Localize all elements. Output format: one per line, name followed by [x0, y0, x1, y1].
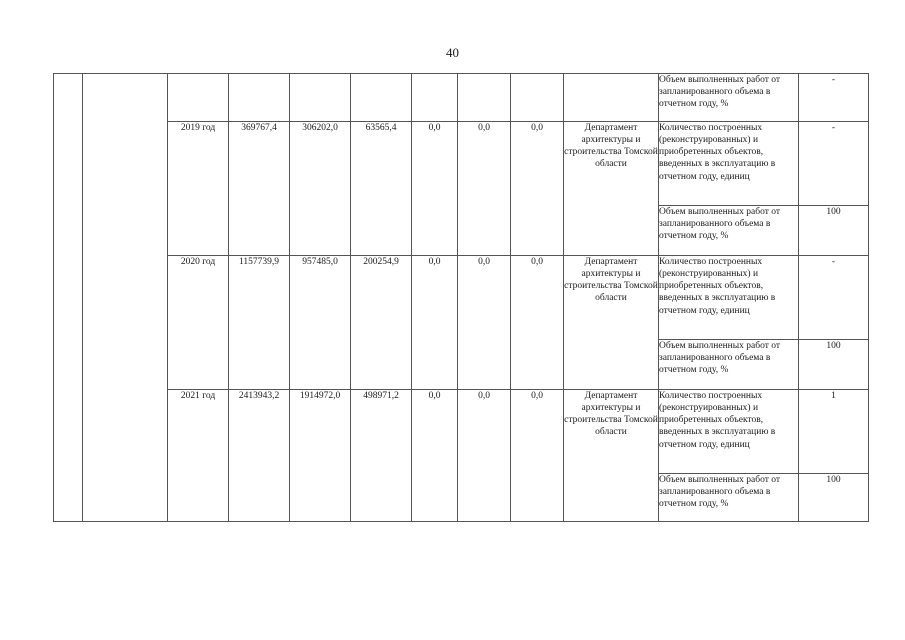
indicator-value: 100 [799, 474, 869, 522]
indicator-value: - [799, 122, 869, 206]
program-table [53, 73, 869, 522]
extra-cell: 0,0 [511, 390, 564, 522]
regional-cell: 200254,9 [351, 256, 412, 390]
indicator-cell: Объем выполненных работ от запланированного объема в отчетном году, % [659, 74, 799, 122]
federal-cell: 1914972,0 [290, 390, 351, 522]
table-row [54, 256, 869, 340]
other-cell: 0,0 [458, 256, 511, 390]
regional-cell: 498971,2 [351, 390, 412, 522]
other-cell: 0,0 [458, 390, 511, 522]
local-cell: 0,0 [412, 390, 458, 522]
indicator-value: 100 [799, 340, 869, 390]
year-cell: 2019 год [168, 122, 229, 256]
year-cell: 2020 год [168, 256, 229, 390]
regional-cell: 63565,4 [351, 122, 412, 256]
indicator-cell: Объем выполненных работ от запланированного объема в отчетном году, % [659, 474, 799, 522]
indicator-value: - [799, 74, 869, 122]
department-cell: Департамент архитектуры и строительства Томской области [564, 256, 659, 390]
indicator-cell: Объем выполненных работ от запланированного объема в отчетном году, % [659, 206, 799, 256]
page-number: 40 [446, 45, 459, 60]
total-cell: 2413943,2 [229, 390, 290, 522]
extra-cell: 0,0 [511, 256, 564, 390]
local-cell: 0,0 [412, 122, 458, 256]
federal-cell: 306202,0 [290, 122, 351, 256]
indicator-value: 100 [799, 206, 869, 256]
total-cell: 369767,4 [229, 122, 290, 256]
department-cell: Департамент архитектуры и строительства Томской области [564, 390, 659, 522]
local-cell: 0,0 [412, 256, 458, 390]
indicator-cell: Количество построенных (реконструированных) и приобретенных объектов, введенных в эксплуатацию в отчетном году, единиц [659, 122, 799, 206]
table-row [54, 74, 869, 122]
other-cell: 0,0 [458, 122, 511, 256]
number-cell [54, 74, 83, 522]
table-row [54, 390, 869, 474]
indicator-value: 1 [799, 390, 869, 474]
extra-cell: 0,0 [511, 122, 564, 256]
total-cell: 1157739,9 [229, 256, 290, 390]
indicator-cell: Объем выполненных работ от запланированного объема в отчетном году, % [659, 340, 799, 390]
federal-cell: 957485,0 [290, 256, 351, 390]
indicator-value: - [799, 256, 869, 340]
indicator-cell: Количество построенных (реконструированных) и приобретенных объектов, введенных в эксплуатацию в отчетном году, единиц [659, 390, 799, 474]
name-cell [83, 74, 168, 522]
department-cell: Департамент архитектуры и строительства Томской области [564, 122, 659, 256]
indicator-cell: Количество построенных (реконструированных) и приобретенных объектов, введенных в эксплуатацию в отчетном году, единиц [659, 256, 799, 340]
table-row [54, 122, 869, 206]
year-cell: 2021 год [168, 390, 229, 522]
